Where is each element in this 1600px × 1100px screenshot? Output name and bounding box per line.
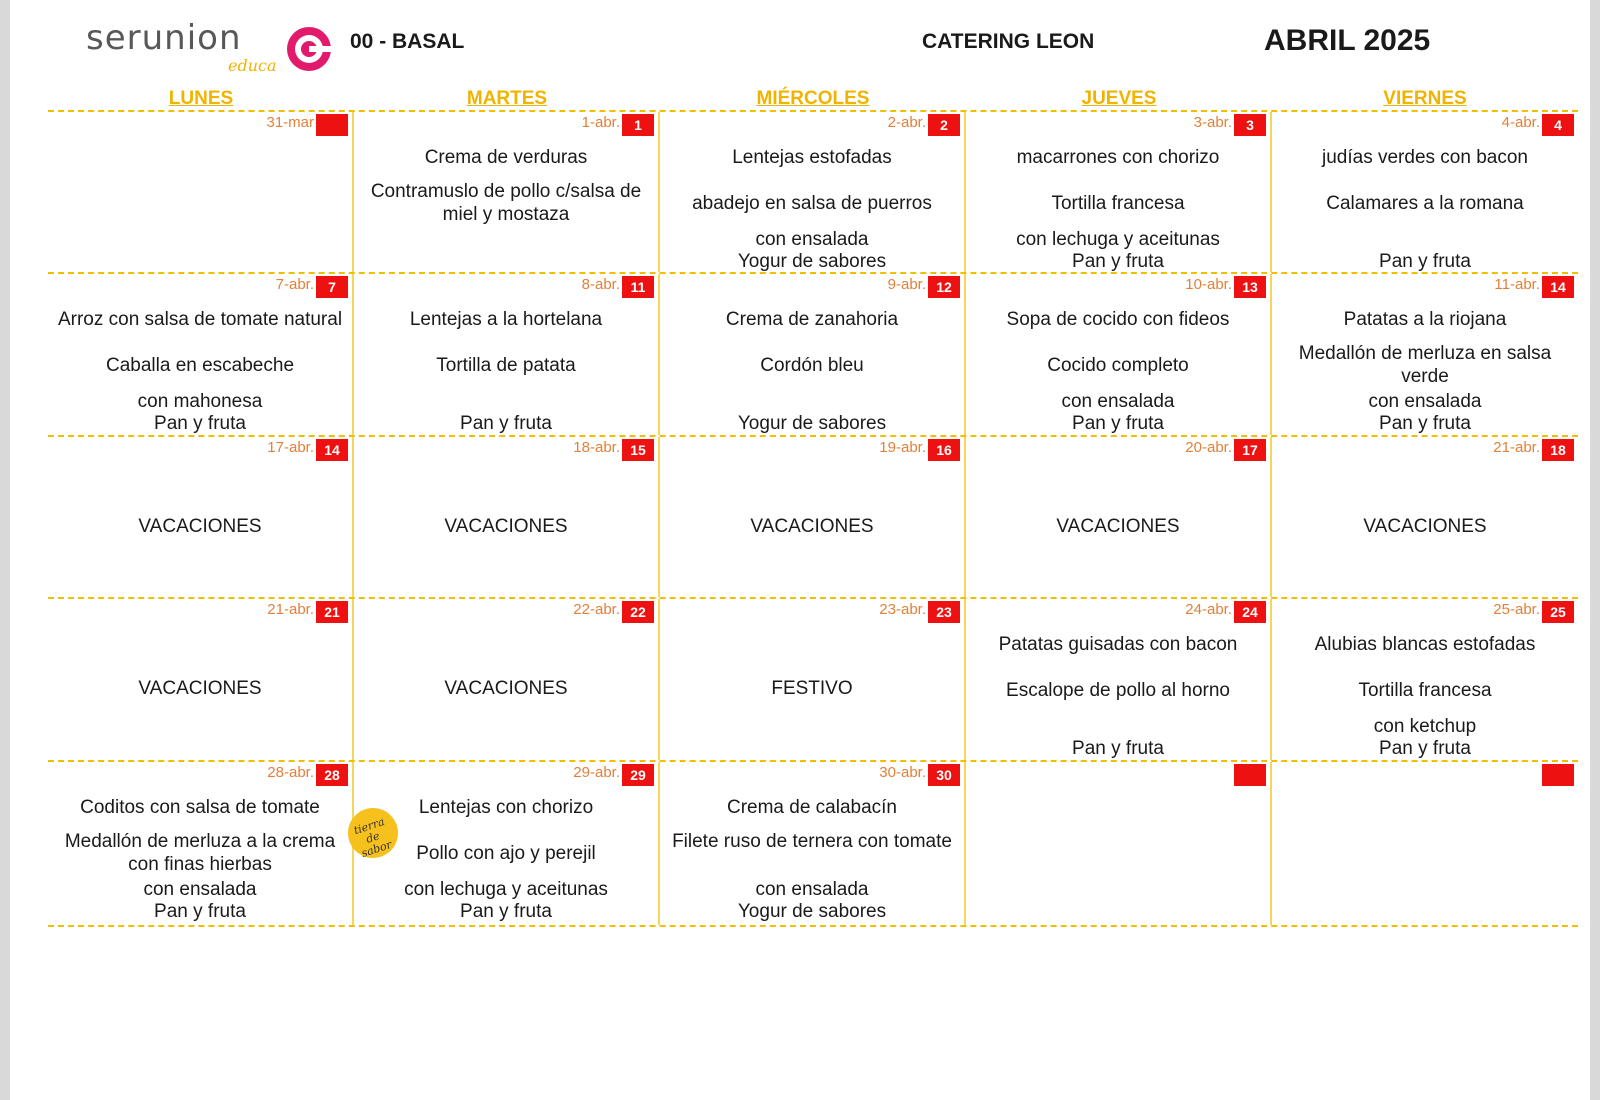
day-number-badge: 29: [622, 764, 654, 786]
day-cell: [660, 599, 966, 760]
dish-text: VACACIONES: [1363, 516, 1487, 537]
dish-text: Crema de zanahoria: [725, 309, 899, 330]
day-number-badge: 18: [1542, 439, 1574, 461]
dish-text: Patatas a la riojana: [1343, 309, 1507, 330]
dish-text: VACACIONES: [444, 516, 568, 537]
day-cell: [966, 112, 1272, 272]
dish-text: Arroz con salsa de tomate natural: [57, 309, 343, 330]
dish-text: Escalope de pollo al horno: [1006, 680, 1230, 701]
day-cell: [966, 762, 1272, 925]
day-date: 3-abr.: [1193, 114, 1232, 131]
dish-text: Tortilla francesa: [1358, 680, 1492, 701]
dish-text: Pan y fruta: [460, 901, 552, 922]
dish-text: Pan y fruta: [1072, 251, 1164, 272]
day-date: 30-abr.: [879, 764, 926, 781]
week-row: [48, 762, 1578, 927]
day-cell: [48, 599, 354, 760]
day-cell: [966, 274, 1272, 435]
day-date: 17-abr.: [267, 439, 314, 456]
day-date: 18-abr.: [573, 439, 620, 456]
day-date: 23-abr.: [879, 601, 926, 618]
dish-text: Calamares a la romana: [1326, 193, 1524, 214]
day-number-badge: 14: [1542, 276, 1574, 298]
dish-text: Lentejas estofadas: [732, 147, 892, 168]
dish-text: Filete ruso de ternera con tomate: [672, 831, 952, 852]
day-date: 10-abr.: [1185, 276, 1232, 293]
dish-text: Alubias blancas estofadas: [1314, 634, 1536, 655]
dish-text: Pan y fruta: [1072, 413, 1164, 434]
dish-text: Pan y fruta: [460, 413, 552, 434]
week-row: [48, 112, 1578, 274]
day-cell: [354, 599, 660, 760]
dish-text: VACACIONES: [1056, 516, 1180, 537]
day-number-badge: 3: [1234, 114, 1266, 136]
tierra-de-sabor-seal: [348, 808, 398, 858]
day-date: 29-abr.: [573, 764, 620, 781]
day-cell: [354, 274, 660, 435]
day-cell: [48, 112, 354, 272]
day-date: 1-abr.: [581, 114, 620, 131]
day-date: 25-abr.: [1493, 601, 1540, 618]
dish-text: macarrones con chorizo: [1016, 147, 1220, 168]
day-number-badge: 23: [928, 601, 960, 623]
day-number-badge: 22: [622, 601, 654, 623]
weekday-header: [48, 84, 1578, 110]
dish-text: Caballa en escabeche: [105, 355, 295, 376]
dish-text: Pan y fruta: [1379, 251, 1471, 272]
dish-text: VACACIONES: [444, 678, 568, 699]
dish-text: Tortilla francesa: [1051, 193, 1185, 214]
dish-text: Pan y fruta: [1379, 738, 1471, 759]
dish-text: Crema de verduras: [424, 147, 588, 168]
day-cell: [1272, 599, 1578, 760]
dish-text: con ensalada: [755, 229, 869, 250]
day-date: 21-abr.: [1493, 439, 1540, 456]
day-number-badge: [316, 114, 348, 136]
dish-text: Patatas guisadas con bacon: [998, 634, 1238, 655]
dish-text: Lentejas a la hortelana: [409, 309, 603, 330]
weekday-4: JUEVES: [1081, 88, 1157, 109]
weekday-2: MARTES: [466, 88, 548, 109]
day-date: 9-abr.: [887, 276, 926, 293]
day-number-badge: 13: [1234, 276, 1266, 298]
dish-text: Sopa de cocido con fideos: [1006, 309, 1230, 330]
day-date: 8-abr.: [581, 276, 620, 293]
header: [10, 0, 1590, 96]
dish-text: Pan y fruta: [154, 413, 246, 434]
dish-text: Pan y fruta: [154, 901, 246, 922]
day-cell: [966, 599, 1272, 760]
dish-text: con ensalada: [755, 879, 869, 900]
day-number-badge: 14: [316, 439, 348, 461]
day-date: 31-mar: [266, 114, 314, 131]
dish-text: con ensalada: [143, 879, 257, 900]
day-date: 4-abr.: [1501, 114, 1540, 131]
day-number-badge: 1: [622, 114, 654, 136]
day-number-badge: 11: [622, 276, 654, 298]
weekday-3: MIÉRCOLES: [756, 88, 870, 109]
day-cell: [660, 762, 966, 925]
menu-calendar: [48, 84, 1578, 927]
dish-text: con ensalada: [1368, 391, 1482, 412]
day-date: 2-abr.: [887, 114, 926, 131]
day-date: 7-abr.: [275, 276, 314, 293]
day-number-badge: 7: [316, 276, 348, 298]
day-date: 21-abr.: [267, 601, 314, 618]
dish-text: Lentejas con chorizo: [418, 797, 594, 818]
day-number-badge: 12: [928, 276, 960, 298]
dish-text: Tortilla de patata: [436, 355, 576, 376]
dish-text: con lechuga y aceitunas: [404, 879, 608, 900]
day-cell: [1272, 437, 1578, 597]
day-cell: [1272, 112, 1578, 272]
dish-text: VACACIONES: [138, 516, 262, 537]
dish-text: Pollo con ajo y perejil: [416, 843, 596, 864]
day-number-badge: 30: [928, 764, 960, 786]
week-row: [48, 437, 1578, 599]
day-cell: [354, 437, 660, 597]
brand-swirl-icon: [284, 24, 334, 74]
dish-text: Pan y fruta: [1379, 413, 1471, 434]
dish-text: Yogur de sabores: [737, 901, 887, 922]
dish-text: Medallón de merluza a la crema con finas hierbas: [64, 831, 336, 875]
day-cell: [1272, 274, 1578, 435]
seal-text: tierra de sabor: [352, 815, 394, 860]
day-date: 28-abr.: [267, 764, 314, 781]
day-number-badge: [1542, 764, 1574, 786]
day-cell: [354, 112, 660, 272]
day-date: 11-abr.: [1494, 276, 1540, 293]
day-date: 19-abr.: [879, 439, 926, 456]
dish-text: abadejo en salsa de puerros: [692, 193, 932, 214]
dish-text: VACACIONES: [750, 516, 874, 537]
dish-text: con ketchup: [1373, 716, 1477, 737]
dish-text: Yogur de sabores: [737, 413, 887, 434]
dish-text: Crema de calabacín: [726, 797, 898, 818]
dish-text: Cordón bleu: [760, 355, 864, 376]
day-number-badge: 15: [622, 439, 654, 461]
day-number-badge: 16: [928, 439, 960, 461]
day-cell: [48, 437, 354, 597]
day-number-badge: 17: [1234, 439, 1266, 461]
dish-text: Yogur de sabores: [737, 251, 887, 272]
catering-name: CATERING LEON: [922, 30, 1095, 53]
day-number-badge: 21: [316, 601, 348, 623]
logo-text: serunion: [86, 18, 242, 58]
dish-text: judías verdes con bacon: [1322, 147, 1528, 168]
day-number-badge: 24: [1234, 601, 1266, 623]
day-number-badge: [1234, 764, 1266, 786]
dish-text: Medallón de merluza en salsa verde: [1298, 343, 1552, 387]
logo-sub: educa: [228, 56, 277, 75]
day-number-badge: 28: [316, 764, 348, 786]
menu-code: 00 - BASAL: [350, 30, 465, 53]
weekday-5: VIERNES: [1383, 88, 1467, 109]
day-date: 20-abr.: [1185, 439, 1232, 456]
serunion-logo: [86, 18, 346, 80]
dish-text: Coditos con salsa de tomate: [80, 797, 320, 818]
day-number-badge: 4: [1542, 114, 1574, 136]
day-cell: [1272, 762, 1578, 925]
day-cell: [660, 112, 966, 272]
week-row: [48, 599, 1578, 762]
month-title: ABRIL 2025: [1264, 24, 1431, 57]
day-cell: [660, 274, 966, 435]
dish-text: Contramuslo de pollo c/salsa de miel y mostaza: [370, 181, 642, 225]
dish-text: con ensalada: [1061, 391, 1175, 412]
day-cell: [966, 437, 1272, 597]
dish-text: VACACIONES: [138, 678, 262, 699]
day-cell: [48, 274, 354, 435]
dish-text: Pan y fruta: [1072, 738, 1164, 759]
day-date: 24-abr.: [1185, 601, 1232, 618]
dish-text: con mahonesa: [137, 391, 263, 412]
day-number-badge: 25: [1542, 601, 1574, 623]
dish-text: con lechuga y aceitunas: [1016, 229, 1220, 250]
day-cell: [660, 437, 966, 597]
dish-text: Cocido completo: [1047, 355, 1189, 376]
day-date: 22-abr.: [573, 601, 620, 618]
dish-text: FESTIVO: [771, 678, 853, 699]
weekday-1: LUNES: [168, 88, 234, 109]
day-number-badge: 2: [928, 114, 960, 136]
calendar-weeks: [48, 110, 1578, 927]
day-cell: [48, 762, 354, 925]
menu-page: [10, 0, 1590, 1100]
week-row: [48, 274, 1578, 437]
day-cell: [354, 762, 660, 925]
